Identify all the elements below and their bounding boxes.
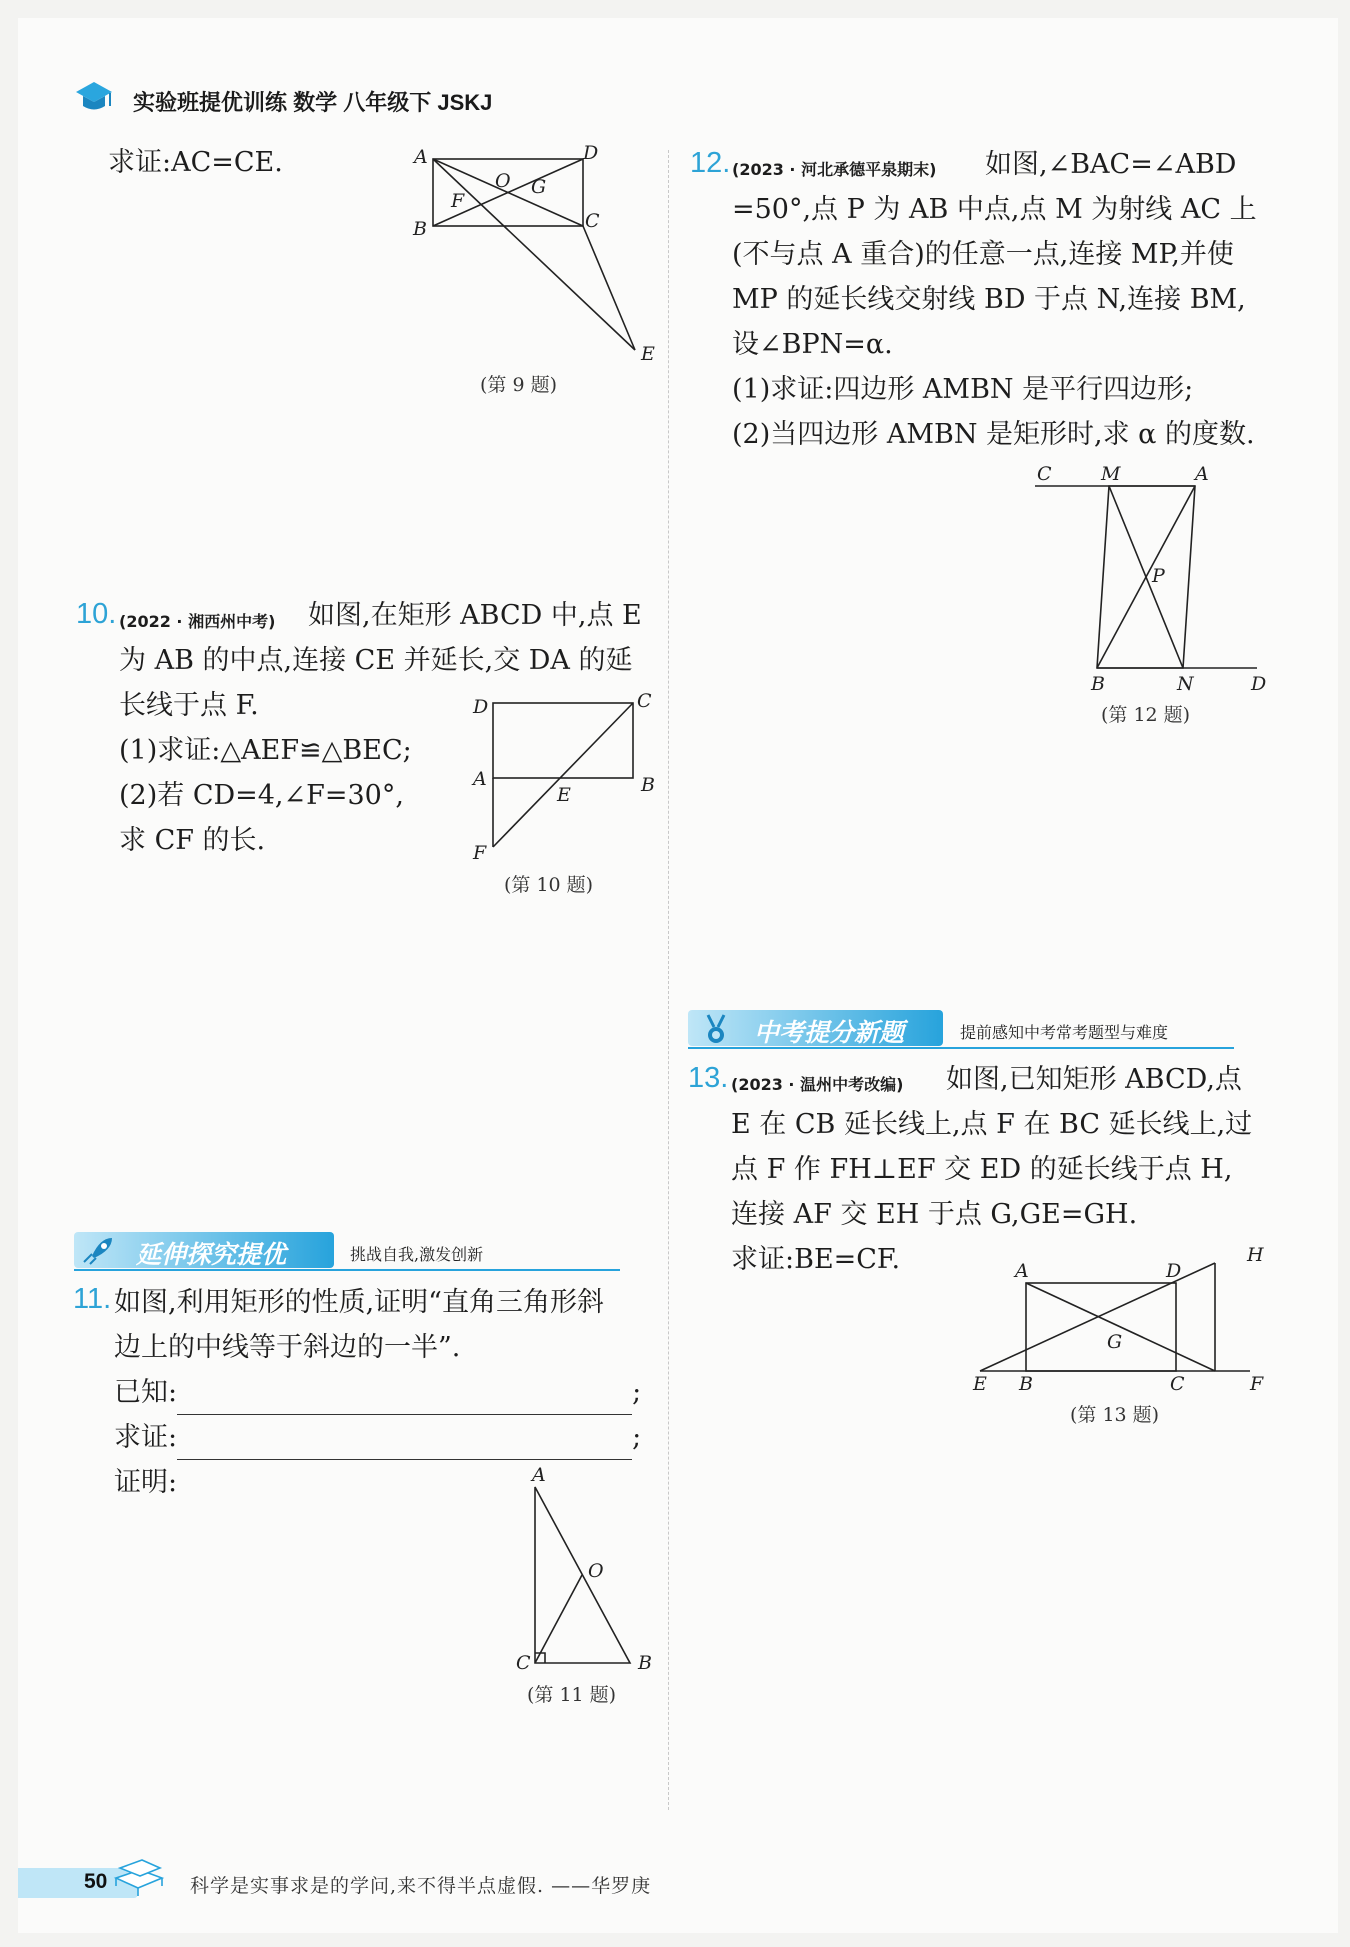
q10-part2: (2)若 CD=4,∠F=30°, bbox=[119, 780, 404, 811]
q11-known-end: ; bbox=[632, 1377, 642, 1408]
q13-label-b: B bbox=[1019, 1373, 1033, 1395]
q10-label-b: B bbox=[641, 774, 655, 796]
q13-source: (2023 · 温州中考改编) bbox=[731, 1075, 904, 1094]
q13-label-g: G bbox=[1107, 1331, 1123, 1353]
q9-label-f: F bbox=[451, 190, 465, 212]
q12-label-m: M bbox=[1101, 463, 1121, 485]
q12-line5: 设∠BPN=α. bbox=[732, 329, 893, 360]
q12-number: 12. bbox=[690, 147, 731, 179]
q11-label-a: A bbox=[532, 1465, 546, 1486]
q10-label-c: C bbox=[637, 690, 652, 712]
q12-caption: (第 12 题) bbox=[1101, 704, 1191, 726]
q12-line4: MP 的延长线交射线 BD 于点 N,连接 BM, bbox=[732, 284, 1246, 315]
graduation-cap-icon bbox=[74, 80, 114, 116]
section-title-exam: 中考提分新题 bbox=[754, 1019, 905, 1047]
q10-number: 10. bbox=[76, 598, 117, 630]
q10-source: (2022 · 湘西州中考) bbox=[119, 612, 276, 631]
column-divider bbox=[668, 150, 669, 1810]
q10-label-d: D bbox=[473, 696, 489, 718]
q12-part2: (2)当四边形 AMBN 是矩形时,求 α 的度数. bbox=[732, 419, 1255, 450]
q13-label-c: C bbox=[1170, 1373, 1185, 1395]
q13-label-d: D bbox=[1166, 1260, 1182, 1282]
q13-label-h: H bbox=[1247, 1244, 1264, 1266]
q10-figure bbox=[465, 685, 665, 870]
q11-prove-label: 求证: bbox=[114, 1422, 178, 1453]
q11-number: 11. bbox=[73, 1283, 112, 1315]
q12-source: (2023 · 河北承德平泉期末) bbox=[732, 160, 937, 179]
q12-label-c: C bbox=[1037, 463, 1052, 485]
q11-known-blank[interactable] bbox=[177, 1384, 632, 1415]
q11-prove-row bbox=[114, 1415, 641, 1460]
page-number: 50 bbox=[84, 1870, 108, 1893]
q11-figure bbox=[510, 1465, 660, 1680]
q10-part1: (1)求证:△AEF≌△BEC; bbox=[119, 735, 412, 766]
footer-quote: 科学是实事求是的学问,来不得半点虚假. ——华罗庚 bbox=[190, 1875, 652, 1897]
q13-label-e: E bbox=[973, 1373, 987, 1395]
q12-label-n: N bbox=[1177, 673, 1194, 695]
q13-label-f: F bbox=[1250, 1373, 1264, 1395]
q9-label-c: C bbox=[585, 210, 600, 232]
q12-part1: (1)求证:四边形 AMBN 是平行四边形; bbox=[732, 374, 1194, 405]
section-subtitle-extension: 挑战自我,激发创新 bbox=[350, 1245, 484, 1264]
q13-line5: 求证:BE=CF. bbox=[731, 1244, 901, 1275]
q10-label-a: A bbox=[473, 768, 487, 790]
q11-prove-end: ; bbox=[632, 1422, 642, 1453]
q10-line3: 长线于点 F. bbox=[119, 690, 259, 721]
q10-part3: 求 CF 的长. bbox=[119, 825, 266, 856]
q12-label-b: B bbox=[1091, 673, 1105, 695]
q9-prove-line: 求证:AC=CE. bbox=[108, 147, 283, 178]
q11-proof-label: 证明: bbox=[114, 1467, 178, 1498]
q12-label-d: D bbox=[1251, 673, 1267, 695]
q10-line1: 如图,在矩形 ABCD 中,点 E bbox=[308, 600, 642, 631]
q11-line1: 如图,利用矩形的性质,证明“直角三角形斜 bbox=[114, 1287, 604, 1318]
q10-label-e: E bbox=[557, 784, 571, 806]
header-title: 实验班提优训练 数学 八年级下 JSKJ bbox=[133, 90, 493, 115]
section-title-extension: 延伸探究提优 bbox=[136, 1241, 287, 1269]
q12-label-p: P bbox=[1152, 565, 1165, 587]
q12-line1: 如图,∠BAC=∠ABD bbox=[985, 149, 1237, 180]
q9-label-b: B bbox=[413, 218, 427, 240]
q9-label-d: D bbox=[583, 145, 599, 164]
q13-line3: 点 F 作 FH⊥EF 交 ED 的延长线于点 H, bbox=[731, 1154, 1233, 1185]
q11-known-row bbox=[114, 1370, 641, 1415]
books-icon bbox=[110, 1852, 170, 1898]
q9-caption: (第 9 题) bbox=[480, 374, 557, 396]
q13-number: 13. bbox=[688, 1062, 729, 1094]
q13-caption: (第 13 题) bbox=[1070, 1404, 1160, 1426]
q9-label-a: A bbox=[414, 146, 428, 168]
q9-label-o: O bbox=[495, 170, 511, 192]
section-banner-exam bbox=[688, 1010, 1234, 1050]
q11-label-b: B bbox=[638, 1652, 652, 1674]
q10-line2: 为 AB 的中点,连接 CE 并延长,交 DA 的延 bbox=[119, 645, 633, 676]
q9-label-e: E bbox=[641, 343, 655, 365]
q12-label-a: A bbox=[1195, 463, 1209, 485]
q11-known-label: 已知: bbox=[114, 1377, 178, 1408]
q11-line2: 边上的中线等于斜边的一半”. bbox=[114, 1332, 461, 1363]
q12-figure bbox=[1025, 460, 1275, 700]
q13-figure bbox=[965, 1240, 1275, 1400]
section-banner-extension bbox=[74, 1232, 620, 1272]
q13-label-a: A bbox=[1015, 1260, 1029, 1282]
q10-caption: (第 10 题) bbox=[504, 874, 594, 896]
q9-label-g: G bbox=[531, 176, 547, 198]
q13-line4: 连接 AF 交 EH 于点 G,GE=GH. bbox=[731, 1199, 1138, 1230]
q9-figure bbox=[405, 145, 655, 370]
q12-line2: =50°,点 P 为 AB 中点,点 M 为射线 AC 上 bbox=[732, 194, 1257, 225]
q13-line2: E 在 CB 延长线上,点 F 在 BC 延长线上,过 bbox=[731, 1109, 1253, 1140]
q10-label-f: F bbox=[473, 842, 487, 864]
medal-icon bbox=[702, 1013, 730, 1045]
q12-line3: (不与点 A 重合)的任意一点,连接 MP,并使 bbox=[732, 239, 1234, 270]
q13-line1: 如图,已知矩形 ABCD,点 bbox=[946, 1064, 1242, 1095]
section-subtitle-exam: 提前感知中考常考题型与难度 bbox=[960, 1023, 1169, 1042]
rocket-icon bbox=[80, 1236, 114, 1266]
q11-prove-blank[interactable] bbox=[177, 1429, 632, 1460]
q11-label-c: C bbox=[516, 1652, 531, 1674]
q11-caption: (第 11 题) bbox=[527, 1684, 617, 1706]
q11-label-o: O bbox=[588, 1560, 604, 1582]
